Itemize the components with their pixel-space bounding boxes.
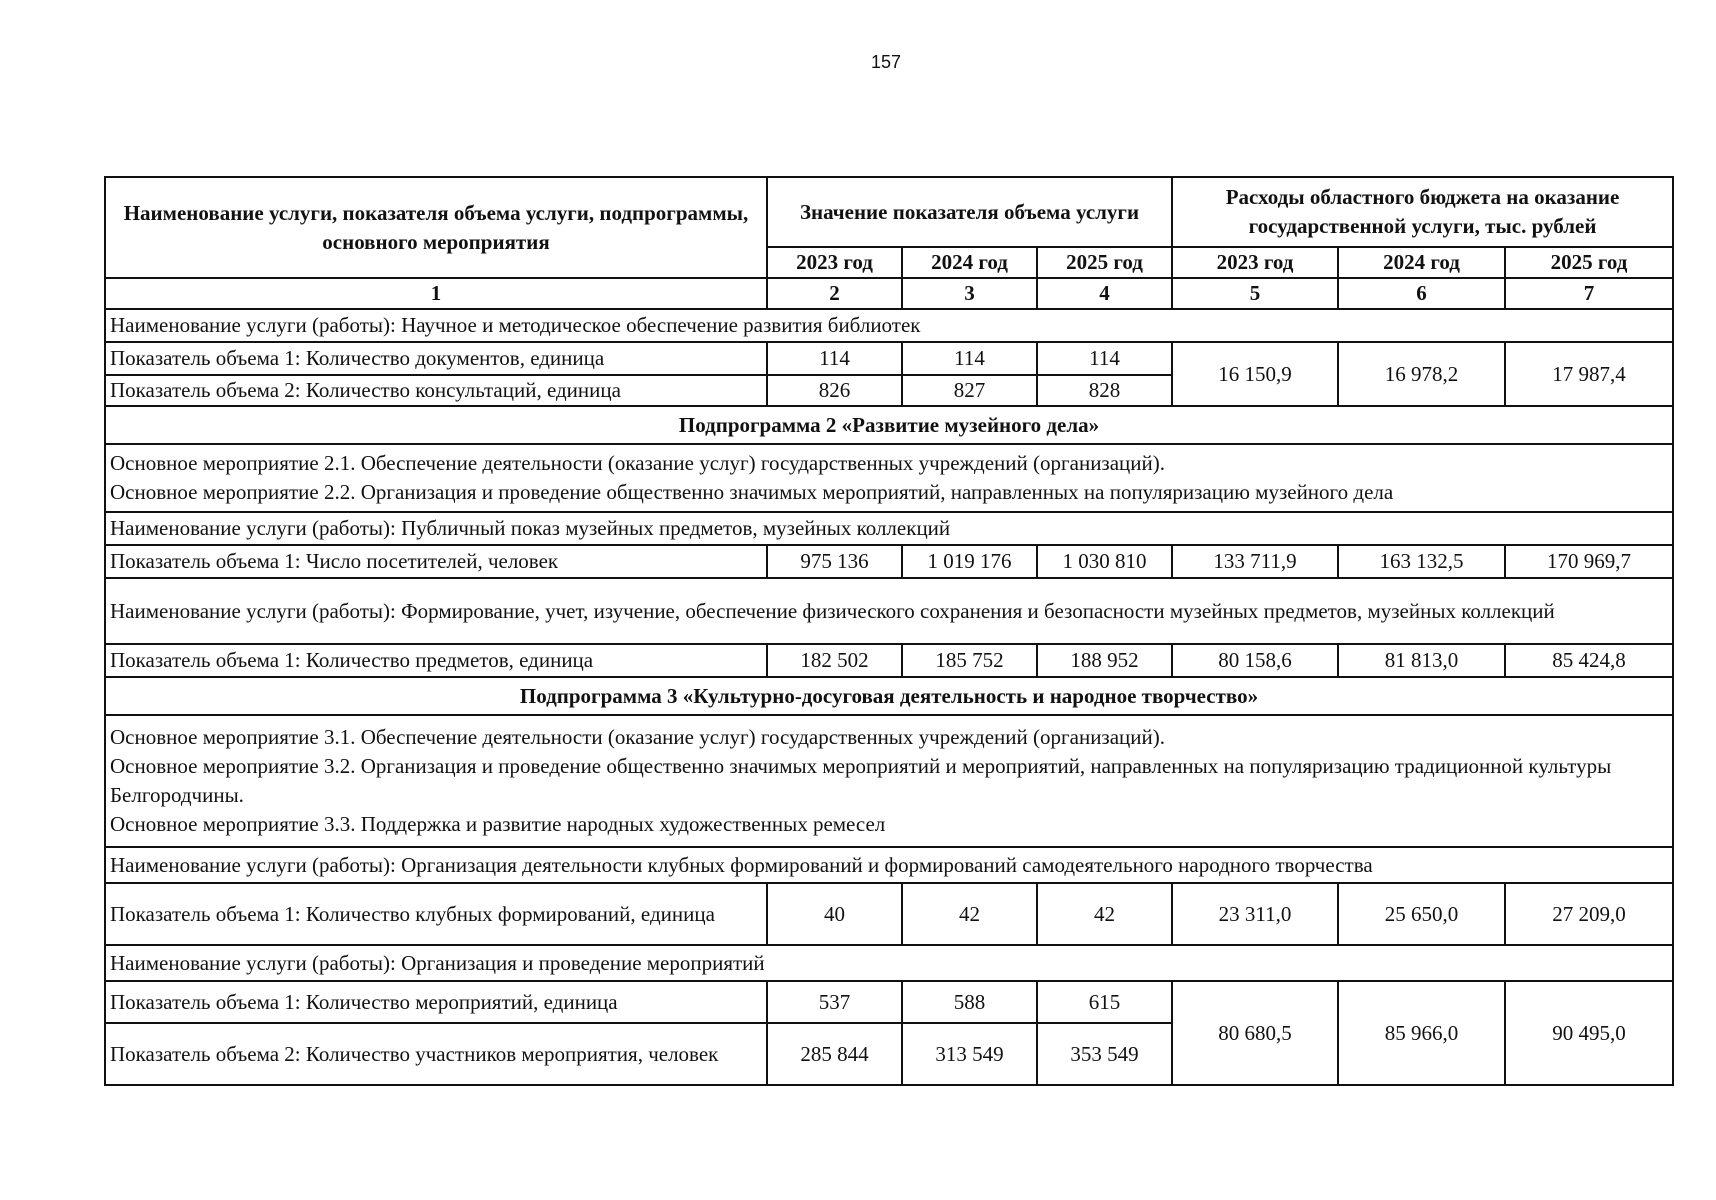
budget-cell: 133 711,9 — [1172, 545, 1338, 578]
value-cell: 537 — [767, 981, 902, 1023]
page-number: 157 — [870, 52, 902, 72]
table-row — [105, 545, 1673, 578]
column-numbers-row — [105, 278, 1673, 309]
value-cell: 1 030 810 — [1037, 545, 1172, 578]
header-year: 2023 год — [767, 247, 902, 278]
budget-cell: 90 495,0 — [1505, 981, 1673, 1085]
budget-cell: 80 158,6 — [1172, 644, 1338, 677]
value-cell: 828 — [1037, 375, 1172, 406]
indicator-label: Показатель объема 2: Количество консультаций, единица — [105, 375, 767, 406]
services-table — [104, 176, 1674, 1086]
value-cell: 114 — [767, 342, 902, 375]
value-cell: 188 952 — [1037, 644, 1172, 677]
service-row: Наименование услуги (работы): Организация и проведение мероприятий — [105, 945, 1673, 981]
table-row — [105, 883, 1673, 945]
budget-cell: 85 966,0 — [1338, 981, 1505, 1085]
subprogram-title: Подпрограмма 2 «Развитие музейного дела» — [105, 406, 1673, 444]
header-year: 2024 год — [1338, 247, 1505, 278]
budget-cell: 16 150,9 — [1172, 342, 1338, 406]
subprogram-title: Подпрограмма 3 «Культурно-досуговая деятельность и народное творчество» — [105, 677, 1673, 715]
indicator-label: Показатель объема 2: Количество участников мероприятия, человек — [105, 1023, 767, 1085]
value-cell: 185 752 — [902, 644, 1037, 677]
main-event: Основное мероприятие 3.3. Поддержка и развитие народных художественных ремесел — [110, 812, 886, 836]
budget-cell: 25 650,0 — [1338, 883, 1505, 945]
indicator-label: Показатель объема 1: Количество клубных формирований, единица — [105, 883, 767, 945]
budget-cell: 27 209,0 — [1505, 883, 1673, 945]
budget-cell: 81 813,0 — [1338, 644, 1505, 677]
value-cell: 182 502 — [767, 644, 902, 677]
value-cell: 313 549 — [902, 1023, 1037, 1085]
table-row — [105, 981, 1673, 1023]
value-cell: 1 019 176 — [902, 545, 1037, 578]
column-number: 7 — [1505, 278, 1673, 309]
column-number: 1 — [105, 278, 767, 309]
header-year: 2025 год — [1037, 247, 1172, 278]
header-volume-group: Значение показателя объема услуги — [767, 177, 1172, 247]
column-number: 4 — [1037, 278, 1172, 309]
column-number: 6 — [1338, 278, 1505, 309]
header-year: 2023 год — [1172, 247, 1338, 278]
column-number: 5 — [1172, 278, 1338, 309]
value-cell: 114 — [902, 342, 1037, 375]
indicator-label: Показатель объема 1: Количество мероприятий, единица — [105, 981, 767, 1023]
value-cell: 827 — [902, 375, 1037, 406]
header-service-name: Наименование услуги, показателя объема услуги, подпрограммы, основного мероприятия — [105, 177, 767, 278]
column-number: 3 — [902, 278, 1037, 309]
main-event: Основное мероприятие 3.1. Обеспечение деятельности (оказание услуг) государственных учреждений (организаций). — [110, 725, 1166, 749]
value-cell: 826 — [767, 375, 902, 406]
value-cell: 975 136 — [767, 545, 902, 578]
main-events-cell — [105, 444, 1673, 512]
main-events-cell — [105, 715, 1673, 847]
budget-cell: 170 969,7 — [1505, 545, 1673, 578]
service-row: Наименование услуги (работы): Формирование, учет, изучение, обеспечение физического сохранения и безопасности музейных предметов, музейных коллекций — [105, 578, 1673, 644]
main-event: Основное мероприятие 3.2. Организация и проведение общественно значимых мероприятий и мероприятий, направленных на популяризацию традиционной культуры Белгородчины. — [110, 754, 1612, 807]
value-cell: 353 549 — [1037, 1023, 1172, 1085]
value-cell: 285 844 — [767, 1023, 902, 1085]
service-row: Наименование услуги (работы): Научное и методическое обеспечение развития библиотек — [105, 309, 1673, 342]
value-cell: 42 — [1037, 883, 1172, 945]
budget-cell: 163 132,5 — [1338, 545, 1505, 578]
indicator-label: Показатель объема 1: Число посетителей, человек — [105, 545, 767, 578]
header-budget-group: Расходы областного бюджета на оказание государственной услуги, тыс. рублей — [1172, 177, 1673, 247]
budget-cell: 23 311,0 — [1172, 883, 1338, 945]
budget-cell: 85 424,8 — [1505, 644, 1673, 677]
main-event: Основное мероприятие 2.1. Обеспечение деятельности (оказание услуг) государственных учреждений (организаций). — [110, 451, 1166, 475]
value-cell: 114 — [1037, 342, 1172, 375]
header-year: 2025 год — [1505, 247, 1673, 278]
table-row — [105, 342, 1673, 375]
main-event: Основное мероприятие 2.2. Организация и проведение общественно значимых мероприятий, направленных на популяризацию музейного дела — [110, 480, 1394, 504]
indicator-label: Показатель объема 1: Количество предметов, единица — [105, 644, 767, 677]
service-row: Наименование услуги (работы): Публичный показ музейных предметов, музейных коллекций — [105, 512, 1673, 545]
value-cell: 42 — [902, 883, 1037, 945]
budget-cell: 17 987,4 — [1505, 342, 1673, 406]
budget-cell: 80 680,5 — [1172, 981, 1338, 1085]
indicator-label: Показатель объема 1: Количество документов, единица — [105, 342, 767, 375]
value-cell: 615 — [1037, 981, 1172, 1023]
value-cell: 588 — [902, 981, 1037, 1023]
value-cell: 40 — [767, 883, 902, 945]
column-number: 2 — [767, 278, 902, 309]
table-row — [105, 644, 1673, 677]
budget-cell: 16 978,2 — [1338, 342, 1505, 406]
service-row: Наименование услуги (работы): Организация деятельности клубных формирований и формирований самодеятельного народного творчества — [105, 847, 1673, 883]
header-year: 2024 год — [902, 247, 1037, 278]
